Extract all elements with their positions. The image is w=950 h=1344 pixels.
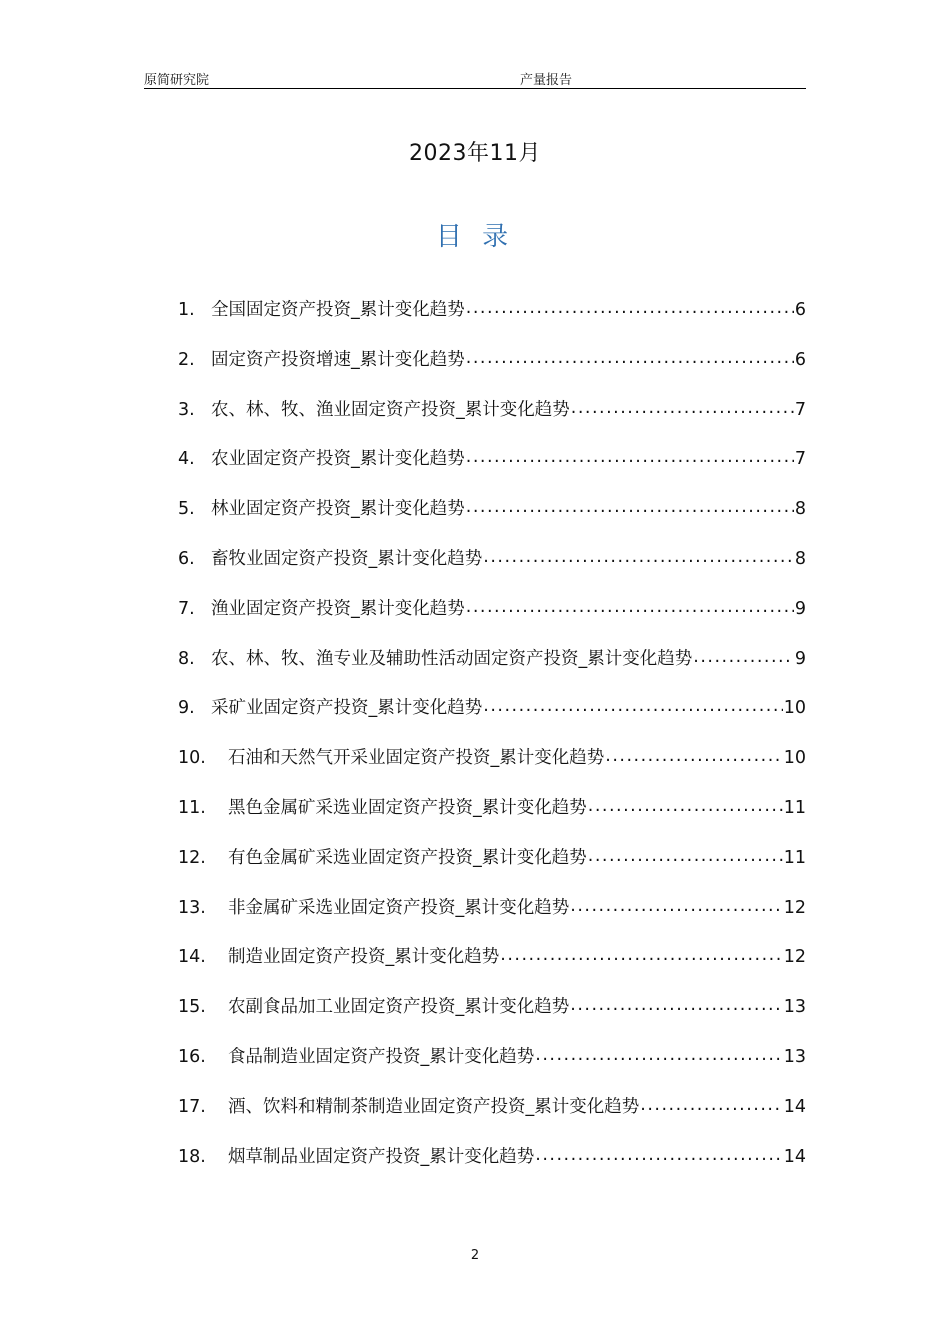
toc-entry[interactable] (178, 794, 806, 844)
toc-entry-title: 烟草制品业固定资产投资_累计变化趋势 (228, 1146, 535, 1167)
toc-entry-number: 2. (178, 349, 195, 370)
toc-entry[interactable] (178, 1093, 806, 1143)
toc-entry[interactable] (178, 1043, 806, 1093)
toc-entry-number: 11. (178, 797, 206, 818)
toc-entry-leader (693, 646, 794, 664)
toc-entry-title: 畜牧业固定资产投资_累计变化趋势 (211, 548, 483, 569)
toc-entry-number: 16. (178, 1046, 206, 1067)
toc-entry-title: 农业固定资产投资_累计变化趋势 (211, 449, 465, 470)
toc-entry[interactable] (178, 495, 806, 545)
toc-entry[interactable] (178, 595, 806, 645)
toc-entry-title: 食品制造业固定资产投资_累计变化趋势 (228, 1046, 535, 1067)
toc-entry-title: 制造业固定资产投资_累计变化趋势 (228, 947, 500, 968)
toc-entry-leader (466, 297, 794, 315)
toc-entry-leader (535, 1144, 782, 1162)
toc-entry-page: 6 (794, 300, 806, 320)
toc-entry-number: 3. (178, 399, 195, 420)
toc-entry-page: 10 (783, 748, 806, 769)
toc-entry-page: 13 (783, 997, 806, 1018)
toc-entry-number: 7. (178, 598, 195, 619)
toc-entry-leader (466, 596, 794, 614)
toc-entry-title: 固定资产投资增速_累计变化趋势 (211, 349, 465, 370)
toc-entry-page: 14 (783, 1146, 806, 1167)
toc-entry-number: 12. (178, 847, 206, 868)
toc-entry-leader (466, 496, 794, 514)
toc-entry-title: 全国固定资产投资_累计变化趋势 (211, 300, 465, 320)
report-date: 2023年11月 (409, 141, 541, 166)
toc-entry-page: 12 (783, 947, 806, 968)
toc-entry-title: 农副食品加工业固定资产投资_累计变化趋势 (228, 997, 570, 1018)
toc-entry-leader (588, 795, 783, 813)
toc-entry[interactable] (178, 844, 806, 894)
toc-entry-title: 有色金属矿采选业固定资产投资_累计变化趋势 (228, 847, 587, 868)
toc-entry[interactable] (178, 296, 806, 346)
toc-entry[interactable] (178, 694, 806, 744)
toc-entry-number: 1. (178, 300, 195, 320)
toc-entry[interactable] (178, 993, 806, 1043)
toc-entry-number: 18. (178, 1146, 206, 1167)
toc-entry-leader (640, 1094, 782, 1112)
toc-entry-number: 10. (178, 748, 206, 769)
toc-entry-title: 渔业固定资产投资_累计变化趋势 (211, 598, 465, 619)
page-number: 2 (470, 1248, 480, 1263)
toc-entry-page: 7 (794, 449, 806, 470)
toc-entry[interactable] (178, 894, 806, 944)
toc-entry-title: 酒、饮料和精制茶制造业固定资产投资_累计变化趋势 (228, 1096, 640, 1117)
toc-entry-leader (605, 745, 782, 763)
page-header (144, 66, 806, 89)
toc-entry[interactable] (178, 1143, 806, 1193)
toc-entry-leader (571, 397, 794, 415)
toc-entry-title: 黑色金属矿采选业固定资产投资_累计变化趋势 (228, 797, 587, 818)
toc-entry-page: 14 (783, 1096, 806, 1117)
toc-entry[interactable] (178, 744, 806, 794)
table-of-contents (178, 296, 806, 1192)
toc-entry-title: 采矿业固定资产投资_累计变化趋势 (211, 698, 483, 719)
toc-entry-page: 6 (794, 349, 806, 370)
toc-entry-leader (483, 695, 782, 713)
toc-entry-leader (570, 895, 782, 913)
toc-entry[interactable] (178, 645, 806, 695)
toc-entry[interactable] (178, 346, 806, 396)
toc-entry-page: 9 (794, 648, 806, 669)
toc-entry-number: 9. (178, 698, 195, 719)
toc-entry-page: 10 (783, 698, 806, 719)
toc-entry-page: 8 (794, 499, 806, 520)
toc-entry-leader (500, 944, 782, 962)
toc-entry-page: 12 (783, 897, 806, 918)
toc-entry-page: 8 (794, 548, 806, 569)
toc-entry-title: 非金属矿采选业固定资产投资_累计变化趋势 (228, 897, 570, 918)
toc-entry-number: 5. (178, 499, 195, 520)
toc-entry-page: 9 (794, 598, 806, 619)
toc-entry-leader (466, 347, 794, 365)
toc-title: 目 录 (435, 222, 515, 252)
toc-entry-title: 石油和天然气开采业固定资产投资_累计变化趋势 (228, 748, 605, 769)
toc-entry[interactable] (178, 396, 806, 446)
toc-entry-title: 农、林、牧、渔业固定资产投资_累计变化趋势 (211, 399, 570, 420)
toc-entry-leader (535, 1044, 782, 1062)
toc-entry-title: 农、林、牧、渔专业及辅助性活动固定资产投资_累计变化趋势 (211, 648, 693, 669)
toc-entry-number: 4. (178, 449, 195, 470)
toc-entry[interactable] (178, 943, 806, 993)
toc-entry-page: 13 (783, 1046, 806, 1067)
toc-entry-number: 17. (178, 1096, 206, 1117)
toc-entry-number: 14. (178, 947, 206, 968)
toc-entry-leader (483, 546, 794, 564)
toc-entry[interactable] (178, 545, 806, 595)
toc-entry-page: 11 (783, 797, 806, 818)
toc-entry-page: 11 (783, 847, 806, 868)
toc-entry-number: 13. (178, 897, 206, 918)
toc-entry-page: 7 (794, 399, 806, 420)
header-report-type: 产量报告 (520, 73, 573, 88)
header-organization: 原简研究院 (144, 73, 210, 88)
toc-entry-leader (466, 446, 794, 464)
toc-entry[interactable] (178, 445, 806, 495)
toc-entry-title: 林业固定资产投资_累计变化趋势 (211, 499, 465, 520)
toc-entry-number: 6. (178, 548, 195, 569)
toc-entry-leader (588, 845, 783, 863)
toc-entry-number: 8. (178, 648, 195, 669)
toc-entry-leader (570, 994, 782, 1012)
toc-entry-number: 15. (178, 997, 206, 1018)
